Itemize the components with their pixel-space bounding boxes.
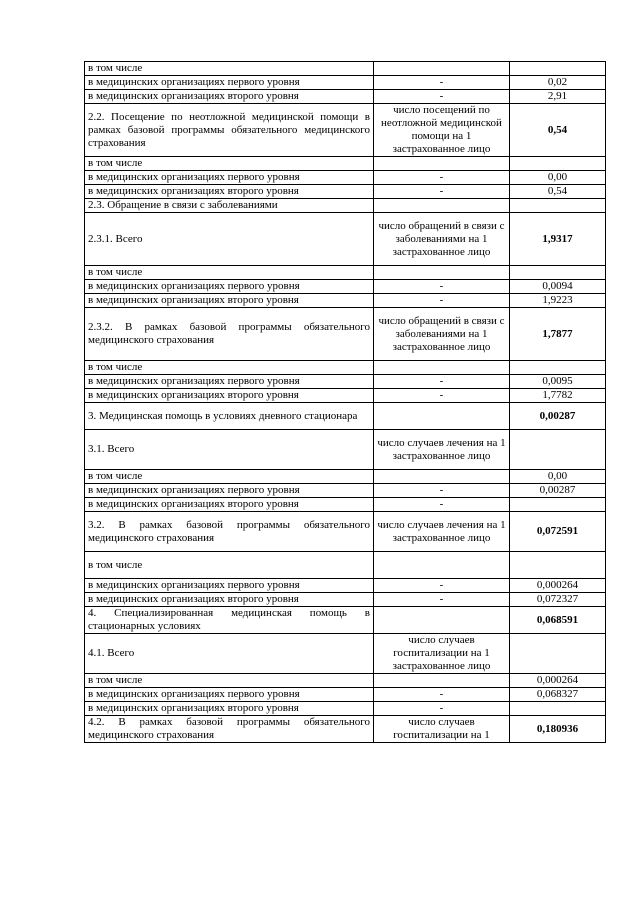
- table-row: [85, 607, 606, 634]
- indicator-name-cell: 3.1. Всего: [85, 430, 374, 470]
- unit-cell: число обращений в связи с заболеваниями на 1 застрахованное лицо: [374, 308, 510, 361]
- unit-cell: [374, 552, 510, 579]
- indicator-name-cell: в медицинских организациях второго уровня: [85, 498, 374, 512]
- table-row: [85, 294, 606, 308]
- indicator-name-cell: 3. Медицинская помощь в условиях дневного стационара: [85, 403, 374, 430]
- table-row: [85, 199, 606, 213]
- indicator-name-cell: в медицинских организациях второго уровня: [85, 90, 374, 104]
- table-row: [85, 76, 606, 90]
- table-row: [85, 552, 606, 579]
- unit-cell: [374, 62, 510, 76]
- unit-cell: -: [374, 579, 510, 593]
- table-row: [85, 498, 606, 512]
- table-row: [85, 579, 606, 593]
- indicator-name-cell: в медицинских организациях первого уровня: [85, 688, 374, 702]
- indicator-name-cell: 4. Специализированная медицинская помощь в стационарных условиях: [85, 607, 374, 634]
- value-cell: 0,00287: [510, 403, 606, 430]
- unit-cell: -: [374, 389, 510, 403]
- indicators-table-body: [85, 62, 606, 743]
- unit-cell: [374, 266, 510, 280]
- table-row: [85, 62, 606, 76]
- unit-cell: -: [374, 90, 510, 104]
- table-row: [85, 280, 606, 294]
- value-cell: 0,02: [510, 76, 606, 90]
- unit-cell: число посещений по неотложной медицинской помощи на 1 застрахованное лицо: [374, 104, 510, 157]
- table-row: [85, 484, 606, 498]
- value-cell: [510, 702, 606, 716]
- indicator-name-cell: в медицинских организациях первого уровня: [85, 280, 374, 294]
- indicator-name-cell: в медицинских организациях первого уровня: [85, 76, 374, 90]
- value-cell: [510, 361, 606, 375]
- indicator-name-cell: в том числе: [85, 470, 374, 484]
- unit-cell: [374, 470, 510, 484]
- value-cell: 0,0094: [510, 280, 606, 294]
- indicator-name-cell: 2.3.2. В рамках базовой программы обязательного медицинского страхования: [85, 308, 374, 361]
- table-row: [85, 157, 606, 171]
- unit-cell: -: [374, 76, 510, 90]
- unit-cell: -: [374, 702, 510, 716]
- table-row: [85, 593, 606, 607]
- unit-cell: -: [374, 171, 510, 185]
- unit-cell: [374, 199, 510, 213]
- unit-cell: число случаев госпитализации на 1 застрахованное лицо: [374, 634, 510, 674]
- table-row: [85, 430, 606, 470]
- value-cell: 1,9223: [510, 294, 606, 308]
- value-cell: 0,068591: [510, 607, 606, 634]
- unit-cell: число случаев госпитализации на 1: [374, 716, 510, 743]
- table-row: [85, 185, 606, 199]
- unit-cell: -: [374, 484, 510, 498]
- indicator-name-cell: 2.3.1. Всего: [85, 213, 374, 266]
- table-row: [85, 90, 606, 104]
- indicator-name-cell: в том числе: [85, 674, 374, 688]
- value-cell: 1,7782: [510, 389, 606, 403]
- indicators-table: [84, 61, 606, 743]
- value-cell: 1,7877: [510, 308, 606, 361]
- indicator-name-cell: в медицинских организациях второго уровня: [85, 702, 374, 716]
- unit-cell: число случаев лечения на 1 застрахованное лицо: [374, 512, 510, 552]
- value-cell: [510, 199, 606, 213]
- unit-cell: число обращений в связи с заболеваниями на 1 застрахованное лицо: [374, 213, 510, 266]
- indicator-name-cell: в том числе: [85, 157, 374, 171]
- value-cell: 2,91: [510, 90, 606, 104]
- table-row: [85, 512, 606, 552]
- indicator-name-cell: в медицинских организациях второго уровня: [85, 294, 374, 308]
- indicator-name-cell: 2.3. Обращение в связи с заболеваниями: [85, 199, 374, 213]
- indicator-name-cell: в медицинских организациях второго уровня: [85, 593, 374, 607]
- value-cell: [510, 552, 606, 579]
- unit-cell: [374, 607, 510, 634]
- value-cell: [510, 634, 606, 674]
- value-cell: 0,00: [510, 470, 606, 484]
- table-row: [85, 104, 606, 157]
- table-row: [85, 308, 606, 361]
- value-cell: 0,54: [510, 185, 606, 199]
- indicator-name-cell: в том числе: [85, 266, 374, 280]
- value-cell: 0,00: [510, 171, 606, 185]
- unit-cell: число случаев лечения на 1 застрахованное лицо: [374, 430, 510, 470]
- table-row: [85, 634, 606, 674]
- unit-cell: -: [374, 185, 510, 199]
- unit-cell: -: [374, 294, 510, 308]
- indicator-name-cell: 4.2. В рамках базовой программы обязательного медицинского страхования: [85, 716, 374, 743]
- value-cell: [510, 498, 606, 512]
- value-cell: 0,000264: [510, 674, 606, 688]
- value-cell: [510, 62, 606, 76]
- value-cell: [510, 266, 606, 280]
- table-row: [85, 389, 606, 403]
- table-row: [85, 171, 606, 185]
- value-cell: 0,000264: [510, 579, 606, 593]
- table-row: [85, 716, 606, 743]
- table-row: [85, 702, 606, 716]
- value-cell: 0,0095: [510, 375, 606, 389]
- value-cell: [510, 430, 606, 470]
- unit-cell: [374, 157, 510, 171]
- value-cell: 1,9317: [510, 213, 606, 266]
- table-row: [85, 688, 606, 702]
- value-cell: 0,072591: [510, 512, 606, 552]
- table-row: [85, 213, 606, 266]
- unit-cell: [374, 674, 510, 688]
- unit-cell: -: [374, 593, 510, 607]
- table-row: [85, 403, 606, 430]
- indicator-name-cell: в медицинских организациях первого уровня: [85, 484, 374, 498]
- unit-cell: -: [374, 498, 510, 512]
- value-cell: 0,54: [510, 104, 606, 157]
- table-row: [85, 470, 606, 484]
- indicator-name-cell: в том числе: [85, 361, 374, 375]
- indicator-name-cell: в медицинских организациях первого уровня: [85, 579, 374, 593]
- unit-cell: -: [374, 375, 510, 389]
- value-cell: 0,072327: [510, 593, 606, 607]
- indicator-name-cell: 3.2. В рамках базовой программы обязательного медицинского страхования: [85, 512, 374, 552]
- indicator-name-cell: в том числе: [85, 552, 374, 579]
- value-cell: [510, 157, 606, 171]
- value-cell: 0,068327: [510, 688, 606, 702]
- unit-cell: -: [374, 280, 510, 294]
- unit-cell: [374, 361, 510, 375]
- indicator-name-cell: в медицинских организациях первого уровня: [85, 375, 374, 389]
- indicator-name-cell: в медицинских организациях второго уровня: [85, 389, 374, 403]
- table-row: [85, 361, 606, 375]
- table-row: [85, 266, 606, 280]
- indicator-name-cell: в медицинских организациях первого уровня: [85, 171, 374, 185]
- value-cell: 0,00287: [510, 484, 606, 498]
- unit-cell: [374, 403, 510, 430]
- indicator-name-cell: в медицинских организациях второго уровня: [85, 185, 374, 199]
- table-row: [85, 375, 606, 389]
- indicator-name-cell: в том числе: [85, 62, 374, 76]
- unit-cell: -: [374, 688, 510, 702]
- indicator-name-cell: 4.1. Всего: [85, 634, 374, 674]
- table-row: [85, 674, 606, 688]
- indicator-name-cell: 2.2. Посещение по неотложной медицинской помощи в рамках базовой программы обязательного медицинского страхования: [85, 104, 374, 157]
- value-cell: 0,180936: [510, 716, 606, 743]
